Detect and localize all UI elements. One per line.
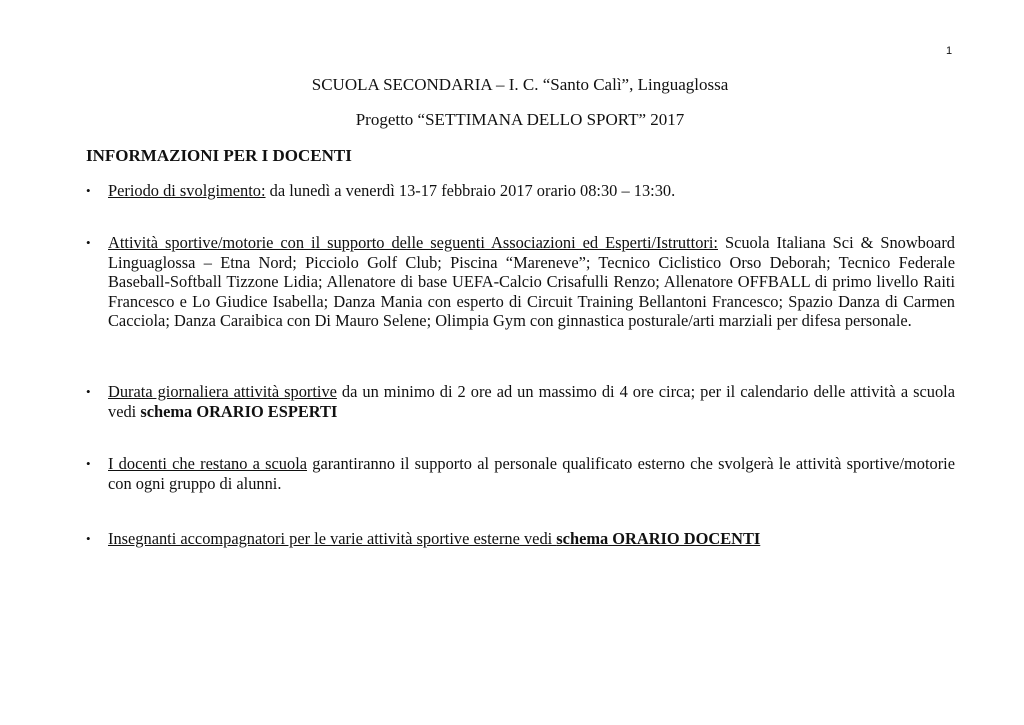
- bullet-label: Periodo di svolgimento:: [108, 181, 266, 200]
- bullet-dot: •: [86, 183, 91, 198]
- section-heading: INFORMAZIONI PER I DOCENTI: [86, 146, 352, 165]
- bullet-body: Scuola Italiana Sci & Snowboard Linguaglossa – Etna Nord; Picciolo Golf Club; Piscina “Mareneve”; Tecnico Ciclistico Orso Deborah; Tecnico Federale Baseball-Softball Tizzone Lidia; Allenatore di base UEFA-Calcio Crisafulli Renzo; Allenatore OFFBALL di primo livello Raiti Francesco e Lo Giudice Isabella; Danza Mania con esperto di Circuit Training Bellantoni Francesco; Spazio Danza di Carmen Cacciola; Danza Caraibica con Di Mauro Selene; Olimpia Gym con ginnastica posturale/arti marziali per difesa personale.: [108, 233, 955, 331]
- bullet-duration: [86, 382, 955, 421]
- bullet-bold: schema ORARIO ESPERTI: [140, 401, 338, 421]
- bullet-dot: •: [86, 456, 91, 471]
- bullet-label-text: Insegnanti accompagnatori per le varie attività sportive esterne vedi: [108, 529, 557, 548]
- bullet-accompanying: [86, 529, 955, 549]
- bullet-text: [108, 382, 955, 421]
- project-title: Progetto “SETTIMANA DELLO SPORT” 2017: [355, 110, 685, 129]
- bullet-body: da un minimo di 2 ore ad un massimo di 4 ore circa; per il calendario delle attività a scuola vedi: [108, 382, 955, 421]
- bullet-activities: [86, 233, 955, 331]
- bullet-body: garantiranno il supporto al personale qualificato esterno che svolgerà le attività sportive/motorie con ogni gruppo di alunni.: [108, 454, 955, 493]
- bullet-label: Attività sportive/motorie con il supporto delle seguenti Associazioni ed Esperti/Istruttori:: [108, 233, 718, 252]
- bullet-label: [108, 529, 760, 548]
- bullet-period: [86, 181, 955, 201]
- bullet-dot: •: [86, 531, 91, 546]
- page-number: 1: [946, 45, 953, 57]
- bullet-text: [108, 454, 955, 493]
- bullet-bold: schema ORARIO DOCENTI: [556, 529, 761, 548]
- bullet-dot: •: [86, 384, 91, 399]
- school-title: SCUOLA SECONDARIA – I. C. “Santo Calì”, Linguaglossa: [311, 75, 729, 94]
- bullet-text: [108, 233, 955, 331]
- bullet-text: [108, 529, 955, 549]
- bullet-teachers: [86, 454, 955, 493]
- bullet-label: Durata giornaliera attività sportive: [108, 382, 337, 401]
- bullet-body: da lunedì a venerdì 13-17 febbraio 2017 orario 08:30 – 13:30.: [265, 181, 676, 200]
- bullet-label: I docenti che restano a scuola: [108, 454, 308, 473]
- bullet-text: [108, 181, 955, 201]
- bullet-dot: •: [86, 235, 91, 250]
